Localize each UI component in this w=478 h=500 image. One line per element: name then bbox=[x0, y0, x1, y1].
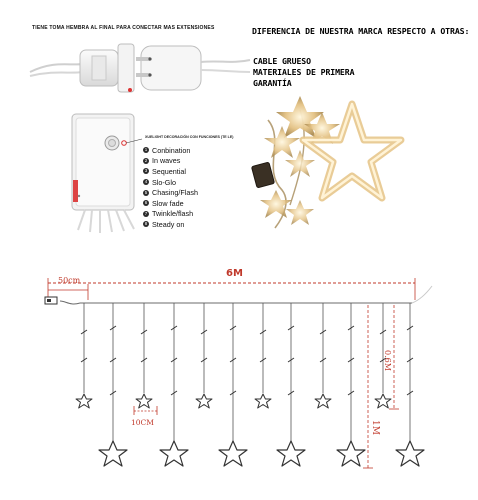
light-mode-item bbox=[143, 209, 198, 220]
mode-label: Slo-Glo bbox=[152, 177, 176, 187]
mode-label: Slow fade bbox=[152, 198, 184, 208]
mode-label: In waves bbox=[152, 156, 181, 166]
mode-number-badge: 1 bbox=[144, 147, 148, 153]
controller-box-image bbox=[72, 114, 142, 233]
light-mode-list bbox=[143, 145, 198, 230]
mode-label: Conbination bbox=[152, 145, 191, 155]
light-mode-item bbox=[143, 198, 198, 209]
light-mode-item bbox=[143, 166, 198, 177]
mode-number-badge: 3 bbox=[144, 168, 148, 174]
mode-number-badge: 7 bbox=[144, 210, 148, 216]
lead-length-label: 50cm bbox=[58, 276, 81, 285]
mode-label: Steady on bbox=[152, 219, 185, 229]
light-mode-item bbox=[143, 219, 198, 230]
short-drop-label: 0.6M bbox=[383, 350, 392, 371]
comparison-title: DIFERENCIA DE NUESTRA MARCA RESPECTO A OTRAS: bbox=[252, 26, 470, 36]
mode-number-badge: 5 bbox=[144, 189, 148, 195]
light-mode-item bbox=[143, 145, 198, 156]
mode-number-badge: 4 bbox=[144, 179, 148, 185]
mode-label: Twinkle/flash bbox=[152, 209, 194, 219]
plug-connector-image bbox=[30, 44, 250, 92]
feature-warranty: GARANTÍA bbox=[253, 78, 292, 88]
light-mode-item bbox=[143, 177, 198, 188]
total-length-label: 6M bbox=[226, 268, 243, 279]
long-drop-label: 1M bbox=[370, 420, 380, 435]
curtain-diagram bbox=[45, 278, 432, 468]
light-mode-item bbox=[143, 156, 198, 167]
star-lights-photo bbox=[251, 96, 401, 228]
mode-number-badge: 6 bbox=[144, 200, 148, 206]
mode-number-badge: 8 bbox=[144, 221, 148, 227]
mode-label: Chasing/Flash bbox=[152, 188, 198, 198]
controller-caption: XUELIGHT DECORACIÓN CON FUNCIONES (TE LE) bbox=[145, 135, 234, 139]
spacing-label: 10CM bbox=[131, 418, 154, 427]
mode-number-badge: 2 bbox=[144, 157, 148, 163]
feature-thick-cable: CABLE GRUESO bbox=[253, 56, 311, 66]
mode-label: Sequential bbox=[152, 166, 186, 176]
feature-quality-materials: MATERIALES DE PRIMERA bbox=[253, 67, 355, 77]
light-mode-item bbox=[143, 187, 198, 198]
extension-note: TIENE TOMA HEMBRA AL FINAL PARA CONECTAR MAS EXTENSIONES bbox=[32, 25, 215, 31]
